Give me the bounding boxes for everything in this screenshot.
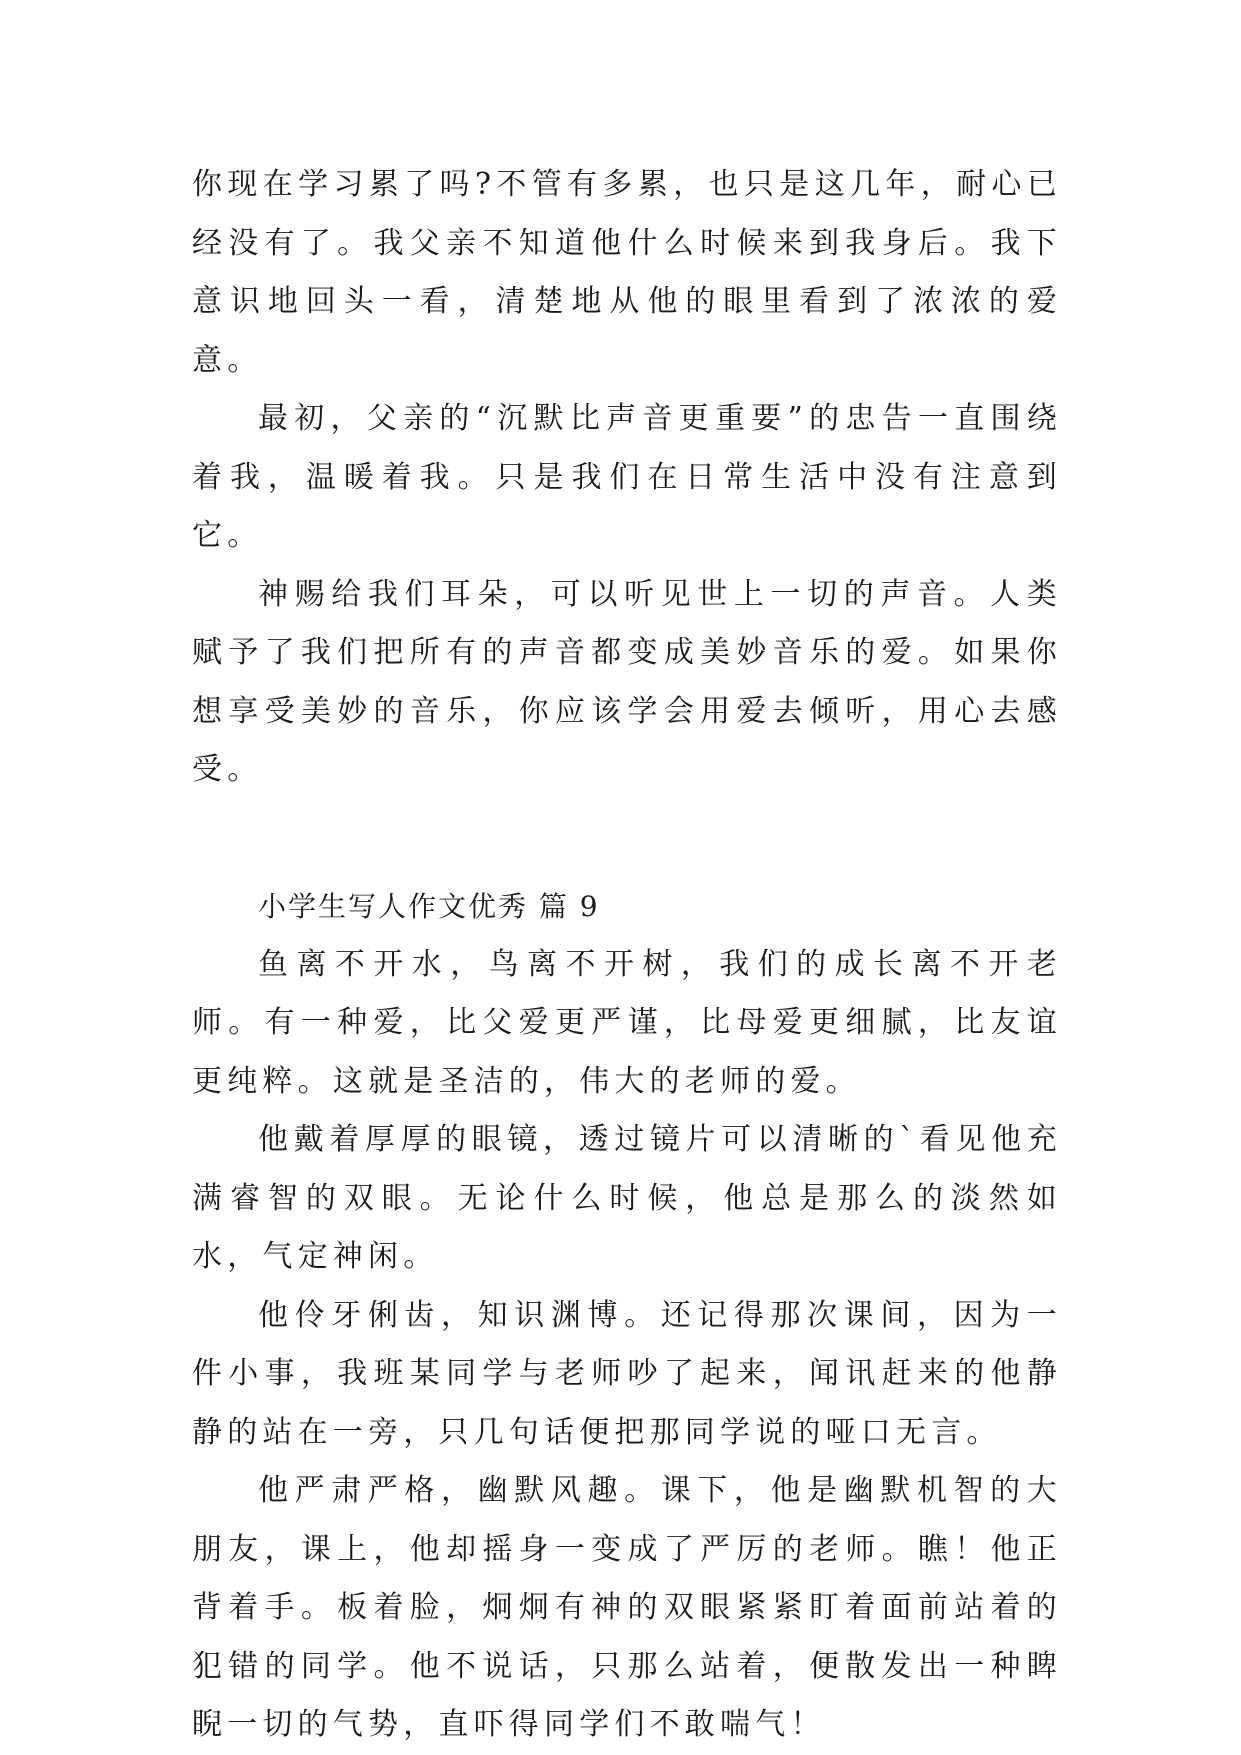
paragraph-listen-with-love: 神赐给我们耳朵，可以听见世上一切的声音。人类赋予了我们把所有的声音都变成美妙音乐的爱。如果你想享受美妙的音乐，你应该学会用爱去倾听，用心去感受。 <box>192 576 1062 787</box>
paragraph-strict-humorous: 他严肃严格，幽默风趣。课下，他是幽默机智的大朋友，课上，他却摇身一变成了严厉的老师。瞧！他正背着手。板着脸，炯炯有神的双眼紧紧盯着面前站着的犯错的同学。他不说话，只那么站着，便散发出一种睥睨一切的气势，直吓得同学们不敢喘气！ <box>192 1473 1062 1742</box>
paragraph-continuation: 你现在学习累了吗?不管有多累，也只是这几年，耐心已经没有了。我父亲不知道他什么时候来到我身后。我下意识地回头一看，清楚地从他的眼里看到了浓浓的爱意。 <box>192 167 1062 378</box>
paragraph-teacher-love: 鱼离不开水，鸟离不开树，我们的成长离不开老师。有一种爱，比父爱更严谨，比母爱更细腻，比友谊更纯粹。这就是圣洁的，伟大的老师的爱。 <box>192 946 1062 1099</box>
section-heading: 小学生写人作文优秀 篇 9 <box>258 889 600 923</box>
document-body <box>192 156 1062 1755</box>
paragraph-eloquent: 他伶牙俐齿，知识渊博。还记得那次课间，因为一件小事，我班某同学与老师吵了起来，闻讯赶来的他静静的站在一旁，只几句话便把那同学说的哑口无言。 <box>192 1297 1062 1450</box>
section-spacer <box>192 800 1062 878</box>
paragraph-father-advice: 最初，父亲的“沉默比声音更重要”的忠告一直围绕着我，温暖着我。只是我们在日常生活中没有注意到它。 <box>192 401 1062 553</box>
paragraph-glasses: 他戴着厚厚的眼镜，透过镜片可以清晰的`看见他充满睿智的双眼。无论什么时候，他总是那么的淡然如水，气定神闲。 <box>192 1122 1062 1274</box>
